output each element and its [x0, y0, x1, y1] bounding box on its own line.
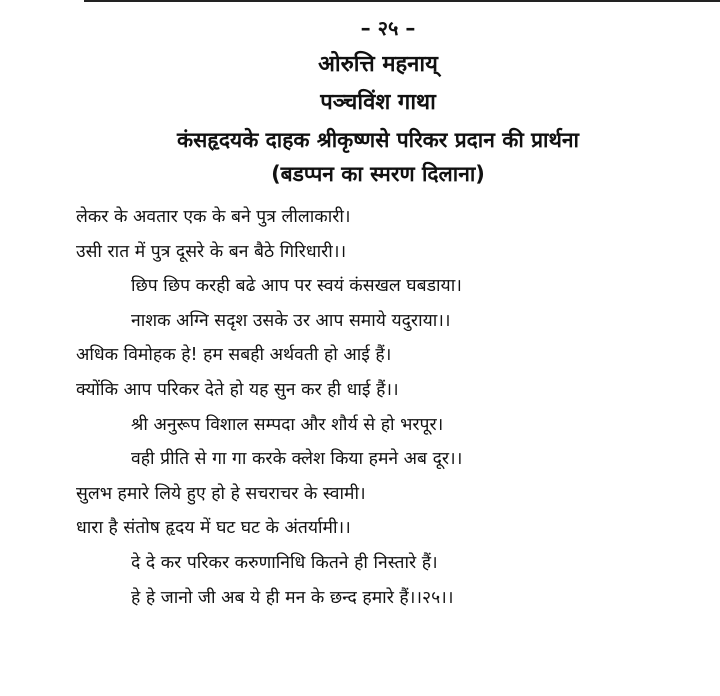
verse-line-2: उसी रात में पुत्र दूसरे के बन बैठे गिरिधारी।।	[76, 241, 347, 262]
verse-line-3: छिप छिप करही बढे आप पर स्वयं कंसखल घबडाया।	[131, 276, 462, 297]
section-heading: कंसहृदयके दाहक श्रीकृष्णसे परिकर प्रदान की प्रार्थना	[177, 128, 579, 152]
page-subtitle: पञ्चविंश गाथा	[320, 90, 436, 115]
page-number: – २५ –	[360, 16, 416, 40]
verse-line-1: लेकर के अवतार एक के बने पुत्र लीलाकारी।	[76, 207, 351, 227]
verse-block	[76, 200, 716, 615]
verse-line-10: धारा है संतोष हृदय में घट घट के अंतर्यामी।।	[76, 518, 351, 539]
page-title: ओरुत्ति महनाय्	[318, 52, 438, 77]
section-subheading: (बडप्पन का स्मरण दिलाना)	[271, 162, 485, 186]
verse-line-6: क्योंकि आप परिकर देते हो यह सुन कर ही धाई हैं।।	[76, 379, 399, 400]
verse-line-8: वही प्रीति से गा गा करके क्लेश किया हमने अब दूर।।	[131, 449, 463, 470]
verse-line-9: सुलभ हमारे लिये हुए हो हे सचराचर के स्वामी।	[76, 483, 366, 504]
verse-line-7: श्री अनुरूप विशाल सम्पदा और शौर्य से हो भरपूर।	[131, 414, 444, 435]
verse-line-12: हे हे जानो जी अब ये ही मन के छन्द हमारे हैं।।२५।।	[131, 587, 454, 608]
verse-line-4: नाशक अग्नि सदृश उसके उर आप समाये यदुराया।।	[131, 310, 451, 331]
top-rule	[84, 0, 720, 2]
verse-line-11: दे दे कर परिकर करुणानिधि कितने ही निस्तारे हैं।	[131, 552, 438, 573]
verse-line-5: अधिक विमोहक हे! हम सबही अर्थवती हो आई हैं।	[76, 345, 392, 366]
